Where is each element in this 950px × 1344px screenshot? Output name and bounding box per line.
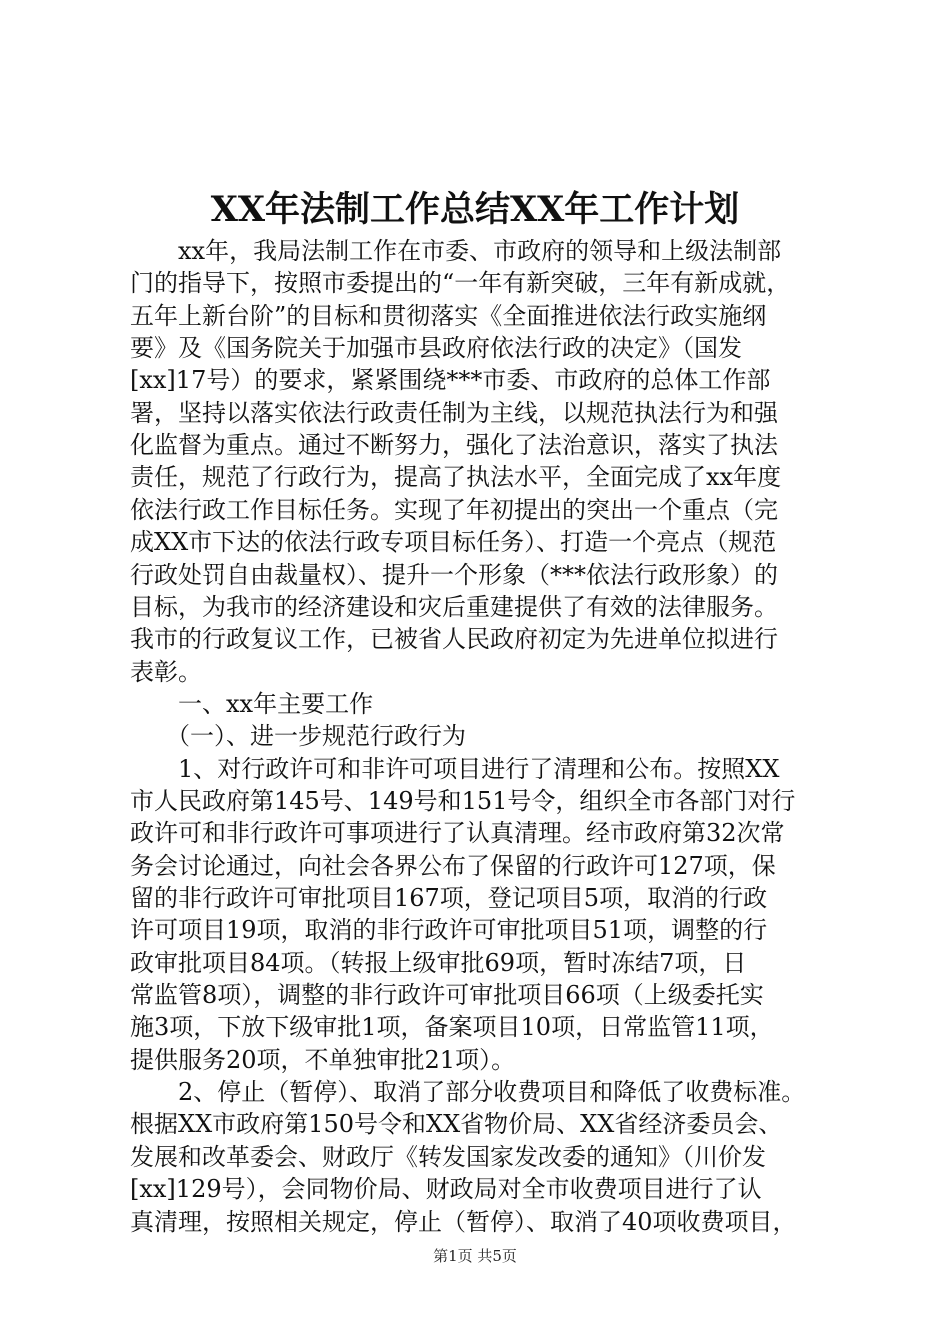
body-line: 政许可和非行政许可事项进行了认真清理。经市政府第32次常 [130,819,785,848]
body-line: 我市的行政复议工作，已被省人民政府初定为先进单位拟进行 [130,625,778,654]
body-line: 目标，为我市的经济建设和灾后重建提供了有效的法律服务。 [130,592,778,621]
body-line: 一、xx年主要工作 [130,689,374,718]
body-line: 提供服务20项，不单独审批21项）。 [130,1045,516,1074]
body-line: 表彰。 [130,657,202,686]
body-line: 真清理，按照相关规定，停止（暂停）、取消了40项收费项目， [130,1207,797,1236]
body-line: 成XX市下达的依法行政专项目标任务）、打造一个亮点（规范 [130,528,777,557]
body-line: 常监管8项），调整的非行政许可审批项目66项（上级委托实 [130,981,764,1010]
body-line: 施3项，下放下级审批1项，备案项目10项，日常监管11项， [130,1013,774,1042]
body-line: 根据XX市政府第150号令和XX省物价局、XX省经济委员会、 [130,1110,783,1139]
body-line: （一）、进一步规范行政行为 [130,722,466,751]
body-line: 要》及《国务院关于加强市县政府依法行政的决定》（国发 [130,334,742,363]
body-line: 化监督为重点。通过不断努力，强化了法治意识，落实了执法 [130,431,778,460]
body-line: [xx]17号）的要求，紧紧围绕***市委、市政府的总体工作部 [130,366,771,395]
page-footer: 第1页 共5页 [433,1247,517,1265]
body-line: 责任，规范了行政行为，提高了执法水平，全面完成了xx年度 [130,463,782,492]
body-line: xx年，我局法制工作在市委、市政府的领导和上级法制部 [130,237,782,265]
body-line: 政审批项目84项。（转报上级审批69项，暂时冻结7项，日 [130,948,747,977]
body-line: 五年上新台阶”的目标和贯彻落实《全面推进依法行政实施纲 [130,301,767,330]
document-title: XX年法制工作总结XX年工作计划 [210,189,740,230]
body-line: 2、停止（暂停）、取消了部分收费项目和降低了收费标准。 [130,1078,806,1107]
body-line: 市人民政府第145号、149号和151号令，组织全市各部门对行 [130,786,796,815]
body-line: 务会讨论通过，向社会各界公布了保留的行政许可127项，保 [130,851,776,880]
body-line: 行政处罚自由裁量权）、提升一个形象（***依法行政形象）的 [130,560,778,589]
body-line: [xx]129号），会同物价局、财政局对全市收费项目进行了认 [130,1175,762,1204]
body-line: 1、对行政许可和非许可项目进行了清理和公布。按照XX [130,754,780,783]
body-line: 许可项目19项，取消的非行政许可审批项目51项，调整的行 [130,916,768,945]
body-line: 留的非行政许可审批项目167项，登记项目5项，取消的行政 [130,884,768,912]
body-line: 门的指导下，按照市委提出的“一年有新突破，三年有新成就， [130,269,791,298]
body-line: 依法行政工作目标任务。实现了年初提出的突出一个重点（完 [130,495,778,524]
body-line: 发展和改革委会、财政厅《转发国家发改委的通知》（川价发 [130,1142,766,1171]
body-line: 署，坚持以落实依法行政责任制为主线，以规范执法行为和强 [130,398,778,427]
